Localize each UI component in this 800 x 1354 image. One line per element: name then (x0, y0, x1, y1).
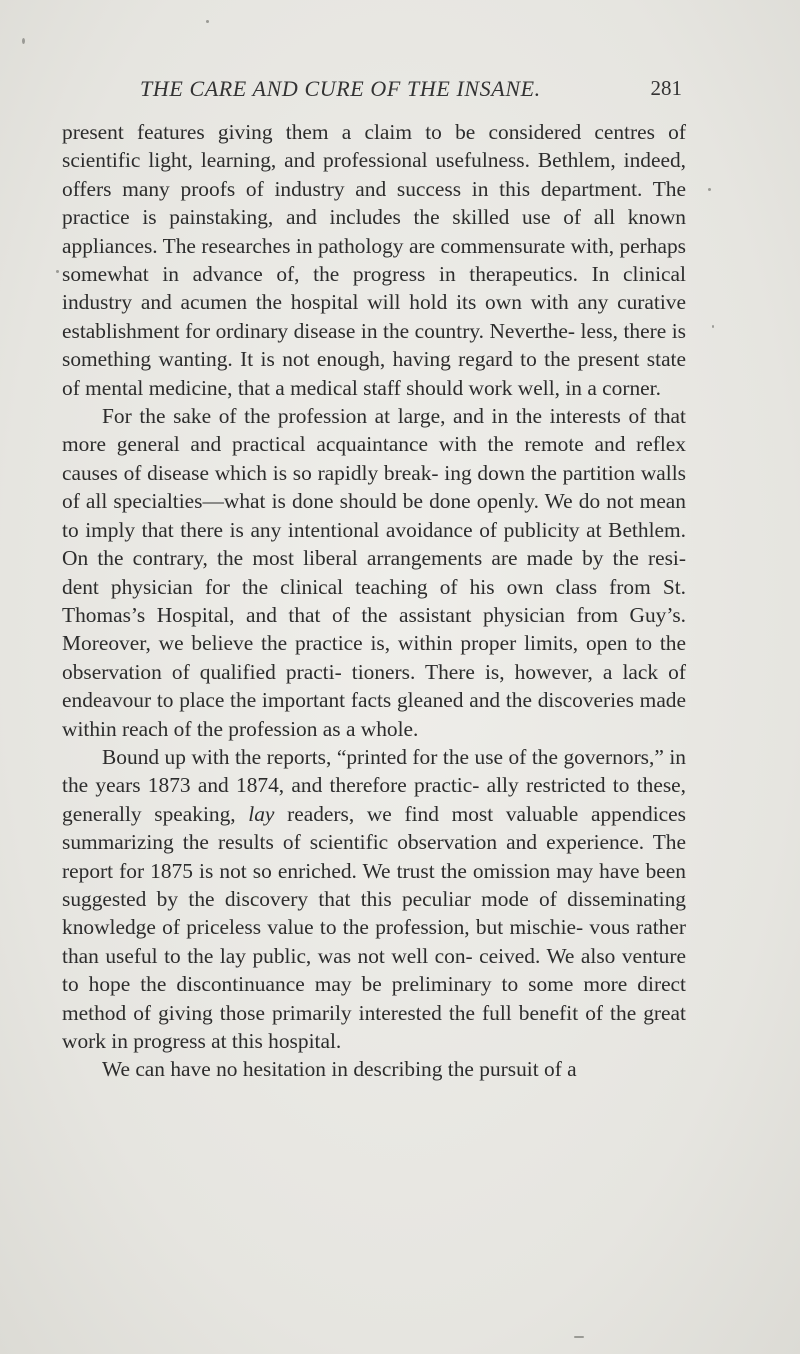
paragraph-4: We can have no hesitation in describing the pursuit of a (102, 1057, 577, 1082)
paragraph-2: For the sake of the profession at large, and in the interests of that more general and practical acquaintance with the remote and reflex causes of disease which is so rapidly break- ing down the partition walls of all specialties—what is done should be done openly. We do not mean to imply that there is any intentional avoidance of publicity at Bethlem. On the contrary, the most liberal arrangements are made by the resi- dent physician for the clinical teaching of his own class from St. Thomas’s Hospital, and that of the assistant physician from Guy’s. Moreover, we believe the practice is, within proper limits, open to the observation of qualified practi- tioners. There is, however, a lack of endeavour to place the important facts gleaned and the discoveries made within reach of the profession as a whole. (62, 404, 686, 741)
paragraph-1: present features giving them a claim to be considered centres of scientific light, learning, and professional usefulness. Bethlem, indeed, offers many proofs of industry and success in this department. The practice is painstaking, and includes the skilled use of all known appliances. The researches in pathology are commensurate with, perhaps somewhat in advance of, the progress in therapeutics. In clinical industry and acumen the hospital will hold its own with any curative establishment for ordinary disease in the country. Neverthe- less, there is something wanting. It is not enough, having regard to the present state of mental medicine, that a medical staff should work well, in a corner. (62, 120, 686, 400)
page-number: 281 (650, 76, 682, 100)
paper-speck (712, 325, 714, 328)
page-header (62, 74, 686, 108)
paragraph-3 (62, 743, 686, 1055)
running-title: THE CARE AND CURE OF THE INSANE. (140, 76, 541, 101)
paper-speck (56, 270, 59, 273)
paragraph-3-italic: lay (248, 801, 275, 826)
paper-speck (206, 20, 209, 23)
paper-speck (22, 38, 25, 44)
paragraph-3-part-b: readers, we find most valuable appendices summarizing the results of scientific observation and experience. The report for 1875 is not so enriched. We trust the omission may have been suggested by the discovery that this peculiar mode of disseminating knowledge of priceless value to the profession, but mischie- vous rather than useful to the lay public, was not well con- ceived. We also venture to hope the discontinuance may be preliminary to some more direct method of giving those primarily interested the full benefit of the great work in progress at this hospital. (62, 801, 686, 1053)
body-text (62, 118, 686, 1084)
paper-speck (708, 188, 711, 191)
paragraph-3-part-a: Bound up with the reports, “printed for the use of the governors,” in the years 1873 and 1874, and therefore practic- ally restricted to these, generally speaking, (62, 744, 686, 826)
paper-speck (574, 1336, 584, 1338)
